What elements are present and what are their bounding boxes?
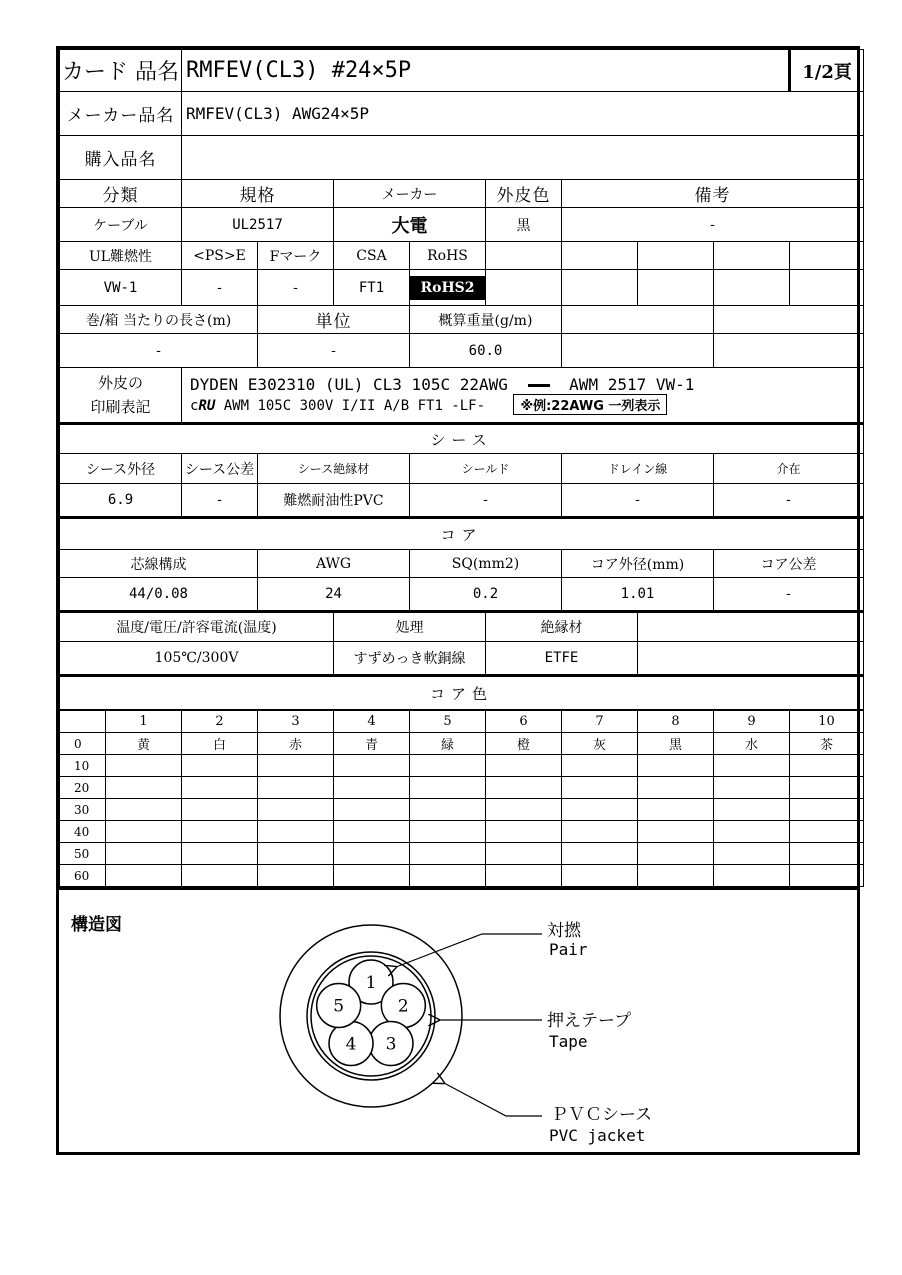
sheath-insulation: 難燃耐油性PVC: [258, 484, 410, 518]
color-cell: [334, 799, 410, 821]
sheath-header-od: シース外径: [60, 454, 182, 484]
spec-remarks: -: [562, 208, 864, 242]
color-cell: [638, 755, 714, 777]
color-cell: [486, 821, 562, 843]
color-cell: 灰: [562, 733, 638, 755]
sheath-tolerance: -: [182, 484, 258, 518]
pair-label-en: Pair: [549, 940, 588, 959]
spec-category: ケーブル: [60, 208, 182, 242]
cert-header-ul: UL難燃性: [60, 242, 182, 270]
sheath-header-insulation: シース絶縁材: [258, 454, 410, 484]
color-row: [60, 865, 864, 887]
sheath-title: シース: [60, 424, 864, 454]
cert-value-empty-3: [638, 270, 714, 306]
color-cell: [790, 799, 864, 821]
color-cell: [638, 821, 714, 843]
temp-value: 105℃/300V: [60, 642, 334, 676]
color-row-number: 40: [60, 821, 106, 843]
color-cell: [562, 755, 638, 777]
printing-line1-part-a: DYDEN E302310 (UL) CL3 105C 22AWG: [190, 375, 508, 394]
jacket-label-jp: ＰＶＣシース: [551, 1105, 653, 1125]
color-row: [60, 843, 864, 865]
color-row-number: 60: [60, 865, 106, 887]
weight-label: 概算重量(g/m): [410, 306, 562, 334]
color-cell: [258, 843, 334, 865]
cert-value-empty-4: [714, 270, 790, 306]
core-header-construction: 芯線構成: [60, 550, 258, 578]
core-header-sq: SQ(mm2): [410, 550, 562, 578]
color-cell: [410, 821, 486, 843]
tape-label-jp: 押えテープ: [547, 1011, 632, 1031]
color-cell: [182, 865, 258, 887]
structure-diagram: [59, 887, 857, 1152]
color-row: [60, 799, 864, 821]
color-cell: 白: [182, 733, 258, 755]
weight-empty-1: [562, 306, 714, 334]
color-cell: [486, 755, 562, 777]
cert-pse: -: [182, 270, 258, 306]
cert-value-empty-5: [790, 270, 864, 306]
printing-label: [60, 368, 182, 424]
core-number: 1: [365, 973, 377, 993]
core-header-awg: AWG: [258, 550, 410, 578]
treat-label: 処理: [334, 612, 486, 642]
color-row-number: 0: [60, 733, 106, 755]
sheath-drain: -: [562, 484, 714, 518]
color-row: [60, 733, 864, 755]
color-cell: [106, 777, 182, 799]
color-col-4: 4: [334, 711, 410, 733]
color-row-number: 10: [60, 755, 106, 777]
weight-empty-2: [714, 306, 864, 334]
ul-recognized-logo-icon: RU: [198, 398, 216, 414]
color-cell: [714, 843, 790, 865]
cert-empty-5: [790, 242, 864, 270]
printing-label-line1: 外皮の: [97, 374, 143, 392]
color-cell: [638, 799, 714, 821]
pair-arrow: [396, 934, 542, 967]
insul-value: ETFE: [486, 642, 638, 676]
color-cell: [258, 865, 334, 887]
color-corner: [60, 711, 106, 733]
spec-color: 黒: [486, 208, 562, 242]
color-cell: [790, 777, 864, 799]
color-col-10: 10: [790, 711, 864, 733]
spec-header-category: 分類: [60, 180, 182, 208]
color-cell: 黄: [106, 733, 182, 755]
color-cell: [562, 799, 638, 821]
treat-value: すずめっき軟銅線: [334, 642, 486, 676]
color-header-row: [60, 711, 864, 733]
color-cell: [714, 799, 790, 821]
core-number: 2: [397, 996, 409, 1017]
cert-empty-2: [562, 242, 638, 270]
color-cell: [714, 821, 790, 843]
color-cell: [486, 799, 562, 821]
core-sq: 0.2: [410, 578, 562, 612]
sheath-header-filler: 介在: [714, 454, 864, 484]
color-cell: [334, 821, 410, 843]
color-cell: [638, 843, 714, 865]
color-cell: [714, 755, 790, 777]
color-cell: [106, 843, 182, 865]
cert-rohs-cell: [410, 270, 486, 306]
cores-group: [317, 960, 426, 1066]
color-col-2: 2: [182, 711, 258, 733]
color-cell: [486, 843, 562, 865]
spec-header-color: 外皮色: [486, 180, 562, 208]
dash-mark-icon: [528, 384, 550, 387]
cert-header-fmark: Fマーク: [258, 242, 334, 270]
color-table: [59, 710, 864, 887]
cert-ul: VW-1: [60, 270, 182, 306]
color-rows: [60, 733, 864, 887]
cert-value-empty-1: [486, 270, 562, 306]
temp-value-empty: [638, 642, 864, 676]
purchase-name-label: 購入品名: [60, 136, 182, 180]
color-title: コア色: [60, 676, 864, 710]
cert-header-rohs: RoHS: [410, 242, 486, 270]
color-cell: [486, 777, 562, 799]
color-cell: [334, 843, 410, 865]
sheath-filler: -: [714, 484, 864, 518]
printing-c-mark: c: [190, 398, 199, 414]
color-cell: [790, 843, 864, 865]
core-number: 5: [333, 996, 345, 1017]
color-row-number: 20: [60, 777, 106, 799]
color-cell: 赤: [258, 733, 334, 755]
color-cell: 水: [714, 733, 790, 755]
color-cell: [714, 777, 790, 799]
length-value: -: [60, 334, 258, 368]
color-cell: [334, 755, 410, 777]
rohs-badge: RoHS2: [410, 276, 484, 300]
core-header-od: コア外径(mm): [562, 550, 714, 578]
color-cell: [638, 865, 714, 887]
color-cell: [410, 865, 486, 887]
color-cell: 橙: [486, 733, 562, 755]
color-col-7: 7: [562, 711, 638, 733]
printing-example: ※例:22AWG 一列表示: [513, 394, 667, 415]
sheath-header-drain: ドレイン線: [562, 454, 714, 484]
maker-name: RMFEV(CL3) AWG24×5P: [182, 92, 864, 136]
color-cell: [562, 843, 638, 865]
spec-header-remarks: 備考: [562, 180, 864, 208]
color-cell: [334, 777, 410, 799]
color-cell: 黒: [638, 733, 714, 755]
cert-header-csa: CSA: [334, 242, 410, 270]
color-cell: [182, 843, 258, 865]
core-number: 4: [345, 1034, 357, 1055]
jacket-label-en: PVC jacket: [549, 1126, 646, 1145]
color-row-number: 50: [60, 843, 106, 865]
color-col-1: 1: [106, 711, 182, 733]
cert-header-pse: <PS>E: [182, 242, 258, 270]
color-cell: [106, 799, 182, 821]
color-cell: 緑: [410, 733, 486, 755]
core-header-tolerance: コア公差: [714, 550, 864, 578]
color-cell: [258, 821, 334, 843]
color-cell: [562, 821, 638, 843]
spec-sheet: [56, 46, 860, 1155]
color-row: [60, 755, 864, 777]
spec-maker: 大電: [334, 208, 486, 242]
insul-label: 絶縁材: [486, 612, 638, 642]
color-cell: [182, 821, 258, 843]
spec-standard: UL2517: [182, 208, 334, 242]
color-cell: [790, 865, 864, 887]
cable-cross-section: [59, 890, 857, 1152]
sheath-od: 6.9: [60, 484, 182, 518]
core-construction: 44/0.08: [60, 578, 258, 612]
color-cell: [410, 799, 486, 821]
purchase-name: [182, 136, 864, 180]
sheath-header-shield: シールド: [410, 454, 562, 484]
color-col-9: 9: [714, 711, 790, 733]
color-cell: [790, 821, 864, 843]
color-cell: [410, 843, 486, 865]
page-number: 1/2頁: [790, 50, 864, 92]
structure-title: 構造図: [71, 915, 122, 935]
color-row-number: 30: [60, 799, 106, 821]
color-cell: [106, 865, 182, 887]
core-title: コア: [60, 518, 864, 550]
printing-text: [182, 368, 864, 424]
color-row: [60, 777, 864, 799]
printing-line1: [182, 375, 863, 394]
color-cell: [486, 865, 562, 887]
color-cell: [258, 799, 334, 821]
cert-empty-1: [486, 242, 562, 270]
color-cell: [562, 777, 638, 799]
core-number: 3: [385, 1034, 397, 1055]
cert-csa: FT1: [334, 270, 410, 306]
color-col-3: 3: [258, 711, 334, 733]
color-cell: [182, 755, 258, 777]
cert-empty-3: [638, 242, 714, 270]
color-row: [60, 821, 864, 843]
spec-header-standard: 規格: [182, 180, 334, 208]
color-col-6: 6: [486, 711, 562, 733]
tape-label-en: Tape: [549, 1032, 588, 1051]
unit-value: -: [258, 334, 410, 368]
color-cell: [258, 755, 334, 777]
color-cell: 茶: [790, 733, 864, 755]
card-name-label: カード 品名: [60, 50, 182, 92]
weight-value: 60.0: [410, 334, 562, 368]
color-cell: [790, 755, 864, 777]
temp-label: 温度/電圧/許容電流(温度): [60, 612, 334, 642]
color-cell: 青: [334, 733, 410, 755]
color-cell: [410, 777, 486, 799]
cert-fmark: -: [258, 270, 334, 306]
color-cell: [714, 865, 790, 887]
color-cell: [410, 755, 486, 777]
printing-line2: [182, 394, 863, 415]
pair-label-jp: 対撚: [547, 921, 581, 941]
weight-value-empty-1: [562, 334, 714, 368]
color-cell: [638, 777, 714, 799]
spec-header-maker: メーカー: [334, 180, 486, 208]
printing-line1-part-b: AWM 2517 VW-1: [569, 375, 695, 394]
sheath-header-tolerance: シース公差: [182, 454, 258, 484]
color-cell: [562, 865, 638, 887]
card-name: RMFEV(CL3) #24×5P: [182, 50, 790, 92]
jacket-arrow: [444, 1083, 542, 1116]
printing-line2-text: AWM 105C 300V I/II A/B FT1 -LF-: [223, 398, 486, 414]
maker-name-label: メーカー品名: [60, 92, 182, 136]
color-cell: [182, 777, 258, 799]
color-col-5: 5: [410, 711, 486, 733]
cert-empty-4: [714, 242, 790, 270]
core-awg: 24: [258, 578, 410, 612]
cert-value-empty-2: [562, 270, 638, 306]
color-cell: [106, 755, 182, 777]
temp-empty: [638, 612, 864, 642]
printing-label-line2: 印刷表記: [90, 398, 151, 416]
core-od: 1.01: [562, 578, 714, 612]
color-cell: [334, 865, 410, 887]
spec-table: [59, 49, 864, 710]
weight-value-empty-2: [714, 334, 864, 368]
unit-label: 単位: [258, 306, 410, 334]
color-cell: [258, 777, 334, 799]
core-tolerance: -: [714, 578, 864, 612]
color-cell: [106, 821, 182, 843]
sheath-shield: -: [410, 484, 562, 518]
color-cell: [182, 799, 258, 821]
length-label: 巻/箱 当たりの長さ(m): [60, 306, 258, 334]
color-col-8: 8: [638, 711, 714, 733]
